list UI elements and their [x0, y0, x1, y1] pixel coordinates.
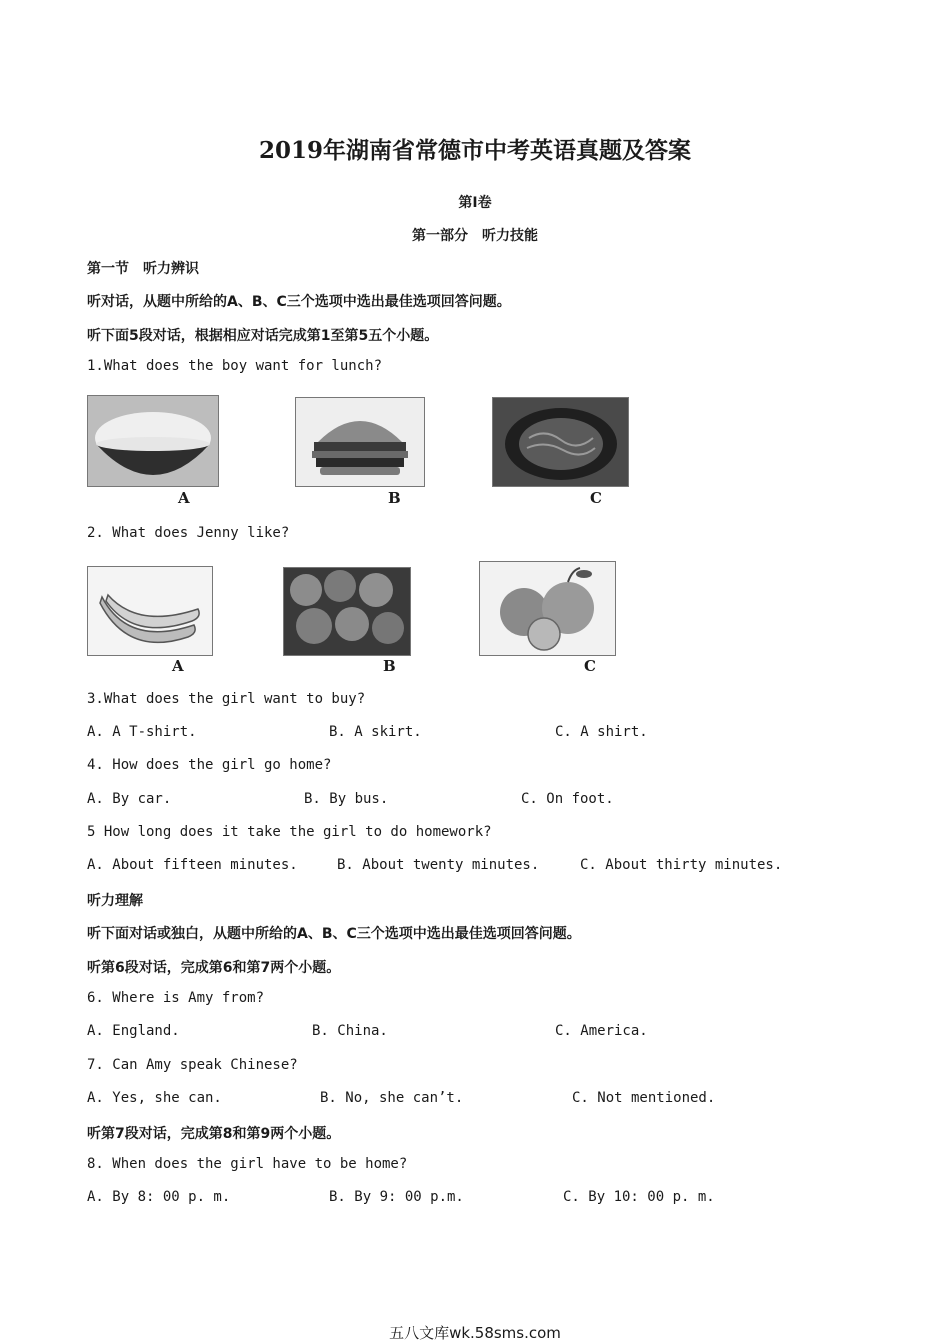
question-2: 2. What does Jenny like? — [87, 525, 290, 541]
q6-option-b: B. China. — [312, 1023, 388, 1039]
q5-option-a: A. About fifteen minutes. — [87, 857, 298, 873]
oranges-icon — [479, 561, 616, 656]
q2-label-b: B — [383, 657, 396, 675]
section1-heading: 第一节 听力辨识 — [87, 261, 199, 277]
question-4: 4. How does the girl go home? — [87, 757, 332, 773]
q2-label-a: A — [172, 657, 184, 675]
q4-option-b: B. By bus. — [304, 791, 389, 807]
section1-instruction: 听对话，从题中所给的A、B、C三个选项中选出最佳选项回答问题。 — [87, 294, 511, 310]
q5-option-b: B. About twenty minutes. — [337, 857, 540, 873]
q6-option-c: C. America. — [555, 1023, 648, 1039]
q3-option-c: C. A shirt. — [555, 724, 648, 740]
section2-instruction: 听下面对话或独白，从题中所给的A、B、C三个选项中选出最佳选项回答问题。 — [87, 926, 581, 942]
question-8: 8. When does the girl have to be home? — [87, 1156, 408, 1172]
q1-label-c: C — [590, 489, 602, 507]
q8-option-a: A. By 8: 00 p. m. — [87, 1189, 231, 1205]
volume-heading: 第I卷 — [458, 195, 492, 211]
q8-option-b: B. By 9: 00 p.m. — [329, 1189, 464, 1205]
question-3: 3.What does the girl want to buy? — [87, 691, 366, 707]
q7-option-c: C. Not mentioned. — [572, 1090, 716, 1106]
section1-sub-instruction: 听下面5段对话，根据相应对话完成第1至第5五个小题。 — [87, 328, 439, 344]
strawberries-icon — [283, 567, 411, 656]
dialog-6-instruction: 听第6段对话，完成第6和第7两个小题。 — [87, 960, 341, 976]
hamburger-icon — [295, 397, 425, 487]
question-5: 5 How long does it take the girl to do homework? — [87, 824, 492, 840]
q7-option-a: A. Yes, she can. — [87, 1090, 222, 1106]
question-1: 1.What does the boy want for lunch? — [87, 358, 383, 374]
q5-option-c: C. About thirty minutes. — [580, 857, 783, 873]
q7-option-b: B. No, she can’t. — [320, 1090, 464, 1106]
q2-label-c: C — [584, 657, 596, 675]
footer-watermark: 五八文库wk.58sms.com — [389, 1324, 561, 1342]
q4-option-a: A. By car. — [87, 791, 172, 807]
rice-bowl-icon — [87, 395, 219, 487]
noodles-icon — [492, 397, 629, 487]
section2-heading: 听力理解 — [87, 893, 143, 909]
question-7: 7. Can Amy speak Chinese? — [87, 1057, 298, 1073]
q6-option-a: A. England. — [87, 1023, 180, 1039]
q8-option-c: C. By 10: 00 p. m. — [563, 1189, 715, 1205]
banana-icon — [87, 566, 213, 656]
page-title: 2019年湖南省常德市中考英语真题及答案 — [258, 137, 691, 164]
q3-option-a: A. A T-shirt. — [87, 724, 197, 740]
q3-option-b: B. A skirt. — [329, 724, 422, 740]
question-6: 6. Where is Amy from? — [87, 990, 265, 1006]
part-heading: 第一部分 听力技能 — [412, 228, 538, 244]
q1-label-b: B — [388, 489, 401, 507]
q1-label-a: A — [178, 489, 190, 507]
dialog-7-instruction: 听第7段对话，完成第8和第9两个小题。 — [87, 1126, 341, 1142]
q4-option-c: C. On foot. — [521, 791, 614, 807]
